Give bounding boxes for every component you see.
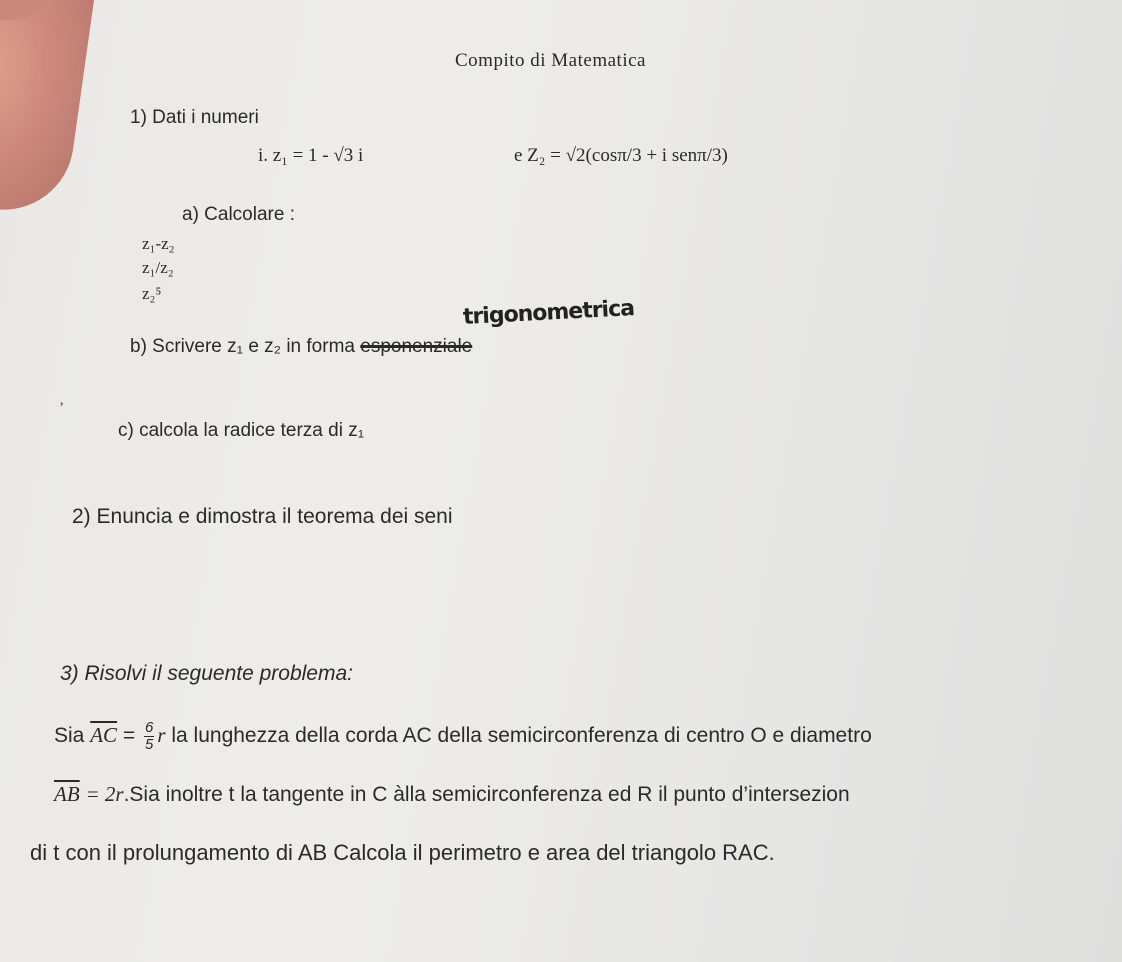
expr-power: z₂⁵ bbox=[142, 284, 162, 303]
part-b-text bbox=[130, 336, 472, 358]
fraction-six-fifths bbox=[144, 720, 154, 753]
question-3-heading: 3) Risolvi il seguente problema: bbox=[60, 662, 353, 685]
part-a-label: a) Calcolare : bbox=[182, 204, 295, 225]
page-title: Compito di Matematica bbox=[455, 50, 646, 71]
problem-line-3: di t con il prolungamento di AB Calcola il perimetro e area del triangolo RAC. bbox=[30, 840, 775, 865]
fraction-denominator: 5 bbox=[145, 736, 154, 753]
ab-segment: $\overline{AB}$ bbox=[54, 782, 80, 806]
question-1-intro: 1) Dati i numeri bbox=[130, 107, 259, 128]
part-b-crossed-word: esponenziale bbox=[360, 336, 473, 357]
problem-line-1-text: la lunghezza della corda AC della semicirconferenza di centro O e diametro bbox=[171, 724, 872, 748]
handwritten-correction: trigonometrica bbox=[462, 296, 635, 330]
ab-equation: = 2r bbox=[85, 782, 124, 806]
radius-r: r bbox=[157, 723, 166, 748]
ac-segment: $\overline{AC}$ bbox=[90, 723, 118, 748]
problem-line-1 bbox=[54, 720, 872, 753]
z1-definition: i. z₁ = 1 - √3 i bbox=[258, 145, 364, 166]
question-2: 2) Enuncia e dimostra il teorema dei seni bbox=[72, 505, 453, 528]
stray-mark: , bbox=[60, 393, 64, 408]
expr-difference: z₁-z₂ bbox=[142, 234, 175, 253]
problem-line-2 bbox=[54, 782, 850, 807]
part-c-text: c) calcola la radice terza di z₁ bbox=[118, 420, 365, 441]
finger-photo-artifact bbox=[0, 0, 95, 219]
problem-line-2-text: .Sia inoltre t la tangente in C àlla semicirconferenza ed R il punto d’intersezion bbox=[123, 783, 850, 806]
equals-sign: = bbox=[122, 724, 136, 748]
part-b-label: b) Scrivere z₁ e z₂ in forma bbox=[130, 336, 355, 357]
z2-definition: e Z₂ = √2(cosπ/3 + i senπ/3) bbox=[514, 145, 728, 166]
sia-word: Sia bbox=[54, 724, 85, 748]
fraction-numerator: 6 bbox=[145, 719, 154, 736]
expr-quotient: z₁/z₂ bbox=[142, 258, 174, 277]
